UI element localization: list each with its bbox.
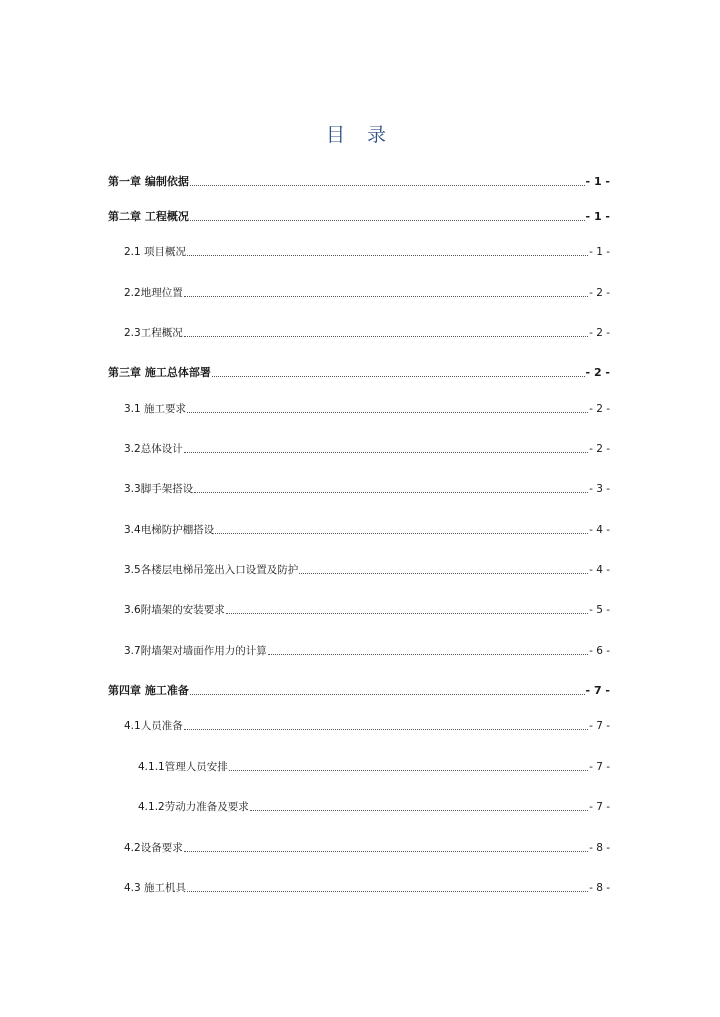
toc-entry-2-3[interactable] xyxy=(124,325,610,341)
toc-entry-3-1[interactable] xyxy=(124,401,610,417)
dot-leader xyxy=(184,840,588,852)
toc-entry-page: - 1 - xyxy=(585,210,610,223)
toc-entry-page: - 7 - xyxy=(589,720,610,732)
toc-entry-chapter-4[interactable] xyxy=(108,683,610,699)
toc-entry-page: - 7 - xyxy=(589,801,610,813)
toc-entry-label: 3.6附墙架的安装要求 xyxy=(124,604,225,616)
dot-leader xyxy=(212,365,585,377)
toc-entry-chapter-3[interactable] xyxy=(108,365,610,381)
toc-entry-3-5[interactable] xyxy=(124,562,610,578)
toc-entry-4-1[interactable] xyxy=(124,718,610,734)
toc-entry-4-3[interactable] xyxy=(124,880,610,896)
toc-entry-page: - 2 - xyxy=(589,327,610,339)
toc-entry-3-3[interactable] xyxy=(124,481,610,497)
toc-entry-label: 3.5各楼层电梯吊笼出入口设置及防护 xyxy=(124,564,299,576)
toc-entry-label: 3.3脚手架搭设 xyxy=(124,483,194,495)
toc-title: 目 录 xyxy=(325,124,395,146)
toc-entry-4-2[interactable] xyxy=(124,840,610,856)
toc-entry-4-1-1[interactable] xyxy=(138,759,610,775)
dot-leader xyxy=(194,481,588,493)
dot-leader xyxy=(187,880,588,892)
toc-entry-label: 3.7附墙架对墙面作用力的计算 xyxy=(124,645,267,657)
dot-leader xyxy=(229,759,588,771)
toc-entry-label: 4.3 施工机具 xyxy=(124,882,187,894)
toc-entry-label: 4.1.1管理人员安排 xyxy=(138,761,228,773)
toc-entry-4-1-2[interactable] xyxy=(138,799,610,815)
toc-entry-label: 3.2总体设计 xyxy=(124,443,183,455)
toc-entry-page: - 2 - xyxy=(589,403,610,415)
toc-entry-page: - 4 - xyxy=(589,524,610,536)
dot-leader xyxy=(215,522,588,534)
toc-entry-label: 3.1 施工要求 xyxy=(124,403,187,415)
dot-leader xyxy=(187,244,588,256)
toc-entry-page: - 8 - xyxy=(589,842,610,854)
toc-entry-label: 3.4电梯防护棚搭设 xyxy=(124,524,215,536)
dot-leader xyxy=(268,643,588,655)
toc-entry-label: 2.2地理位置 xyxy=(124,287,183,299)
toc-entry-label: 4.2设备要求 xyxy=(124,842,183,854)
toc-entry-label: 第一章 编制依据 xyxy=(108,175,189,188)
toc-entry-chapter-1[interactable] xyxy=(108,174,610,190)
toc-entry-page: - 7 - xyxy=(589,761,610,773)
toc-entry-page: - 1 - xyxy=(589,246,610,258)
toc-entry-label: 第四章 施工准备 xyxy=(108,684,189,697)
toc-entry-page: - 6 - xyxy=(589,645,610,657)
toc-entry-label: 4.1.2劳动力准备及要求 xyxy=(138,801,249,813)
toc-entry-3-2[interactable] xyxy=(124,441,610,457)
toc-entry-page: - 2 - xyxy=(585,366,610,379)
toc-entry-page: - 2 - xyxy=(589,443,610,455)
toc-entry-label: 2.1 项目概况 xyxy=(124,246,187,258)
toc-entry-page: - 5 - xyxy=(589,604,610,616)
toc-entry-label: 4.1人员准备 xyxy=(124,720,183,732)
dot-leader xyxy=(187,401,588,413)
toc-entry-page: - 4 - xyxy=(589,564,610,576)
toc-entry-label: 第二章 工程概况 xyxy=(108,210,189,223)
toc-entry-page: - 7 - xyxy=(585,684,610,697)
dot-leader xyxy=(184,718,588,730)
toc-entry-page: - 2 - xyxy=(589,287,610,299)
dot-leader xyxy=(190,683,585,695)
dot-leader xyxy=(190,174,585,186)
toc-entry-2-1[interactable] xyxy=(124,244,610,260)
toc-entry-page: - 3 - xyxy=(589,483,610,495)
dot-leader xyxy=(184,285,588,297)
toc-entry-label: 2.3工程概况 xyxy=(124,327,183,339)
toc-entry-3-7[interactable] xyxy=(124,643,610,659)
toc-entry-2-2[interactable] xyxy=(124,285,610,301)
dot-leader xyxy=(299,562,588,574)
toc-entry-page: - 1 - xyxy=(585,175,610,188)
toc-entry-3-4[interactable] xyxy=(124,522,610,538)
dot-leader xyxy=(184,325,588,337)
toc-entry-chapter-2[interactable] xyxy=(108,209,610,225)
dot-leader xyxy=(250,799,588,811)
dot-leader xyxy=(190,209,585,221)
dot-leader xyxy=(226,602,588,614)
toc-entry-3-6[interactable] xyxy=(124,602,610,618)
toc-entry-page: - 8 - xyxy=(589,882,610,894)
toc-entry-label: 第三章 施工总体部署 xyxy=(108,366,211,379)
dot-leader xyxy=(184,441,588,453)
